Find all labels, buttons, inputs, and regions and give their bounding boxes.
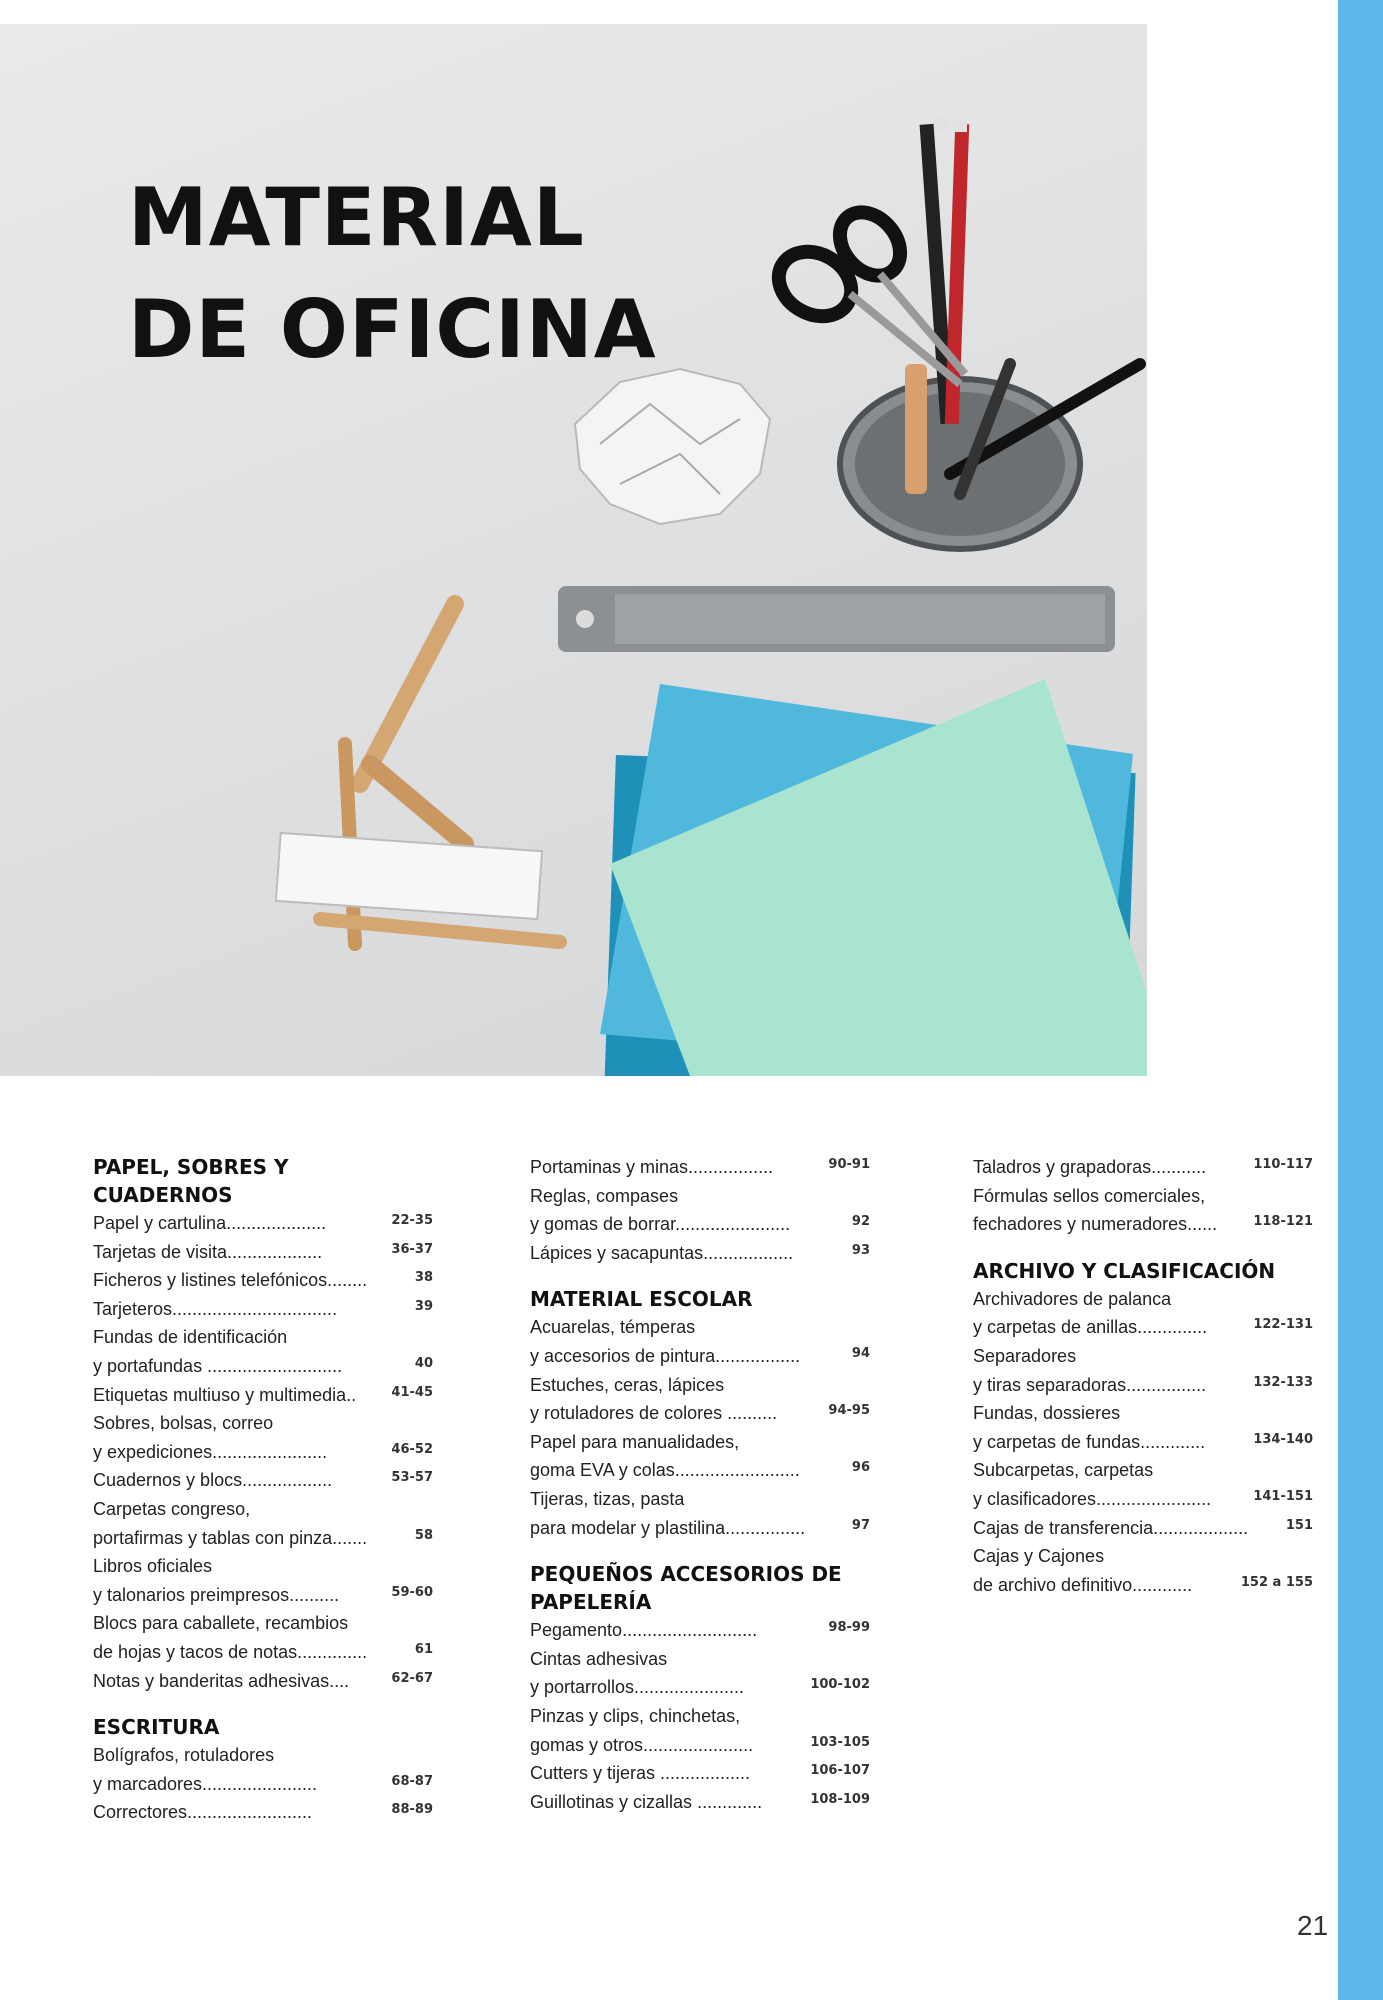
entry-label: y expediciones....................... <box>93 1441 328 1462</box>
entry-page-range: 90-91 <box>828 1157 870 1172</box>
toc-entry[interactable] <box>973 1428 1313 1457</box>
side-color-band <box>1338 0 1383 2000</box>
toc-entry[interactable] <box>93 1323 433 1352</box>
entry-label: Cajas y Cajones <box>973 1546 1105 1567</box>
toc-section <box>530 1285 870 1542</box>
entry-page-range: 132-133 <box>1253 1374 1313 1390</box>
toc-entry[interactable] <box>530 1182 870 1211</box>
toc-entry[interactable] <box>973 1182 1313 1211</box>
entry-label: Portaminas y minas................. <box>530 1157 774 1177</box>
section-title: ARCHIVO Y CLASIFICACIÓN <box>973 1258 1276 1283</box>
entry-page-range: 93 <box>851 1242 870 1258</box>
entry-page-range: 68-87 <box>391 1773 433 1789</box>
entry-label: Carpetas congreso, <box>93 1498 251 1519</box>
entry-label: Bolígrafos, rotuladores <box>93 1745 275 1766</box>
toc-entry[interactable] <box>93 1266 433 1295</box>
entry-page-range: 134-140 <box>1253 1431 1313 1447</box>
section-title: PAPEL, SOBRES Y CUADERNOS <box>93 1155 289 1207</box>
toc-entry[interactable] <box>973 1399 1313 1428</box>
entry-page-range: 94 <box>851 1345 870 1361</box>
entry-page-range: 98-99 <box>828 1620 870 1636</box>
entry-page-range: 39 <box>414 1298 433 1314</box>
toc-entry[interactable] <box>93 1667 433 1696</box>
entry-page-range: 141-151 <box>1253 1488 1313 1504</box>
entry-page-range: 103-105 <box>810 1734 870 1750</box>
entry-label: para modelar y plastilina................ <box>530 1517 806 1538</box>
toc-entry[interactable] <box>93 1552 433 1581</box>
toc-entry[interactable] <box>530 1485 870 1514</box>
entry-page-range: 118-121 <box>1253 1214 1313 1230</box>
entry-page-range: 106-107 <box>810 1763 870 1779</box>
entry-label: Fundas, dossieres <box>973 1403 1121 1424</box>
entry-label: Tarjeteros................................. <box>93 1298 338 1319</box>
pen-holder <box>840 116 1140 549</box>
entry-label: Fundas de identificación <box>93 1327 288 1348</box>
toc-entry[interactable] <box>93 1409 433 1438</box>
toc-entry[interactable] <box>530 1759 870 1788</box>
toc-entry[interactable] <box>93 1495 433 1524</box>
entry-label: Tarjetas de visita................... <box>93 1241 323 1262</box>
toc-entry[interactable] <box>530 1371 870 1400</box>
entry-page-range: 38 <box>414 1270 433 1286</box>
toc-entry[interactable] <box>973 1485 1313 1514</box>
page-number: 21 <box>1297 1910 1329 1941</box>
toc-entry[interactable] <box>93 1238 433 1267</box>
entry-label: gomas y otros...................... <box>530 1734 754 1755</box>
page-title <box>128 162 657 386</box>
toc-entry[interactable] <box>973 1285 1313 1314</box>
entry-label: Archivadores de palanca <box>973 1288 1172 1309</box>
entry-label: Tijeras, tizas, pasta <box>530 1488 685 1509</box>
entry-label: y portafundas ........................... <box>93 1355 343 1376</box>
entry-label: de hojas y tacos de notas.............. <box>93 1641 368 1662</box>
entry-page-range: 61 <box>414 1641 433 1657</box>
entry-label: y accesorios de pintura................. <box>530 1345 801 1366</box>
toc-column-1 <box>93 1153 433 1845</box>
entry-page-range: 62-67 <box>391 1670 433 1686</box>
entry-label: Estuches, ceras, lápices <box>530 1374 725 1395</box>
toc-entry[interactable] <box>530 1514 870 1543</box>
entry-page-range: 110-117 <box>1253 1157 1313 1172</box>
section-title: ESCRITURA <box>93 1715 220 1740</box>
entry-label: Pinzas y clips, chinchetas, <box>530 1705 741 1726</box>
entry-page-range: 92 <box>851 1214 870 1230</box>
toc-section <box>973 1153 1313 1239</box>
toc-entry[interactable] <box>93 1581 433 1610</box>
entry-label: goma EVA y colas......................... <box>530 1460 800 1481</box>
toc-entry[interactable] <box>530 1153 870 1182</box>
toc-section <box>973 1257 1313 1600</box>
entry-label: Fórmulas sellos comerciales, <box>973 1185 1206 1206</box>
toc-entry[interactable] <box>93 1381 433 1410</box>
toc-section <box>93 1153 433 1695</box>
entry-page-range: 58 <box>414 1527 433 1543</box>
toc-section <box>93 1713 433 1827</box>
entry-page-range: 36-37 <box>391 1241 433 1257</box>
toc-entry[interactable] <box>93 1352 433 1381</box>
entry-label: de archivo definitivo............ <box>973 1574 1193 1595</box>
toc-entry[interactable] <box>973 1371 1313 1400</box>
section-title: PEQUEÑOS ACCESORIOS DE PAPELERÍA <box>530 1562 842 1615</box>
entry-label: Etiquetas multiuso y multimedia.. <box>93 1384 357 1405</box>
entry-label: Papel para manualidades, <box>530 1431 740 1452</box>
toc-column-3 <box>973 1153 1313 1617</box>
entry-page-range: 59-60 <box>391 1584 433 1600</box>
title-line-2: DE OFICINA <box>128 283 657 376</box>
toc-entry[interactable] <box>973 1313 1313 1342</box>
toc-entry[interactable] <box>973 1210 1313 1239</box>
entry-label: Libros oficiales <box>93 1556 213 1577</box>
toc-section <box>530 1153 870 1267</box>
toc-entry[interactable] <box>973 1153 1313 1182</box>
section-title: MATERIAL ESCOLAR <box>530 1287 753 1312</box>
entry-label: y talonarios preimpresos.......... <box>93 1584 340 1605</box>
entry-label: y marcadores....................... <box>93 1773 318 1794</box>
toc-entry[interactable] <box>973 1542 1313 1571</box>
entry-label: Cajas de transferencia................... <box>973 1517 1249 1538</box>
entry-label: Blocs para caballete, recambios <box>93 1613 349 1634</box>
entry-page-range: 100-102 <box>810 1677 870 1693</box>
title-line-1: MATERIAL <box>128 171 585 264</box>
entry-label: y tiras separadoras................ <box>973 1374 1207 1395</box>
entry-page-range: 22-35 <box>391 1213 433 1228</box>
toc-entry[interactable] <box>530 1616 870 1645</box>
entry-page-range: 152 a 155 <box>1240 1574 1313 1590</box>
toc-entry[interactable] <box>93 1524 433 1553</box>
entry-label: Pegamento........................... <box>530 1620 758 1641</box>
entry-label: fechadores y numeradores...... <box>973 1214 1218 1235</box>
entry-label: y clasificadores....................... <box>973 1488 1212 1509</box>
entry-label: Ficheros y listines telefónicos........ <box>93 1270 368 1291</box>
toc-entry[interactable] <box>93 1798 433 1827</box>
entry-label: y carpetas de fundas............. <box>973 1431 1206 1452</box>
toc-entry[interactable] <box>93 1609 433 1638</box>
toc-entry[interactable] <box>93 1741 433 1770</box>
entry-label: Notas y banderitas adhesivas.... <box>93 1670 350 1691</box>
entry-label: Correctores......................... <box>93 1802 313 1823</box>
toc-entry[interactable] <box>530 1399 870 1428</box>
entry-label: y rotuladores de colores .......... <box>530 1403 778 1424</box>
toc-entry[interactable] <box>530 1428 870 1457</box>
entry-label: Separadores <box>973 1345 1077 1366</box>
entry-page-range: 122-131 <box>1253 1317 1313 1333</box>
toc-section <box>530 1560 870 1816</box>
entry-label: Subcarpetas, carpetas <box>973 1460 1154 1481</box>
entry-label: Taladros y grapadoras........... <box>973 1157 1207 1177</box>
toc-entry[interactable] <box>530 1313 870 1342</box>
toc-entry[interactable] <box>530 1239 870 1268</box>
entry-page-range: 108-109 <box>810 1791 870 1807</box>
toc-entry[interactable] <box>530 1702 870 1731</box>
toc-entry[interactable] <box>530 1210 870 1239</box>
toc-entry[interactable] <box>93 1638 433 1667</box>
entry-page-range: 151 <box>1285 1517 1313 1533</box>
toc-entry[interactable] <box>530 1731 870 1760</box>
entry-label: Acuarelas, témperas <box>530 1317 696 1338</box>
entry-page-range: 53-57 <box>391 1470 433 1486</box>
entry-label: y portarrollos...................... <box>530 1677 745 1698</box>
entry-page-range: 96 <box>851 1460 870 1476</box>
entry-label: Cuadernos y blocs.................. <box>93 1470 333 1491</box>
colored-paper-stack <box>600 679 1147 1076</box>
toc-entry[interactable] <box>93 1209 433 1238</box>
crumpled-paper <box>575 369 770 524</box>
toc-entry[interactable] <box>530 1456 870 1485</box>
entry-label: Cutters y tijeras .................. <box>530 1763 751 1784</box>
toc-entry[interactable] <box>530 1673 870 1702</box>
toc-entry[interactable] <box>93 1770 433 1799</box>
entry-page-range: 41-45 <box>391 1384 433 1400</box>
entry-label: Guillotinas y cizallas ............. <box>530 1791 763 1812</box>
entry-page-range: 46-52 <box>391 1441 433 1457</box>
entry-label: y gomas de borrar....................... <box>530 1214 791 1235</box>
toc-entry[interactable] <box>973 1456 1313 1485</box>
toc-entry[interactable] <box>530 1645 870 1674</box>
toc-entry[interactable] <box>93 1438 433 1467</box>
entry-label: Cintas adhesivas <box>530 1648 668 1669</box>
entry-label: portafirmas y tablas con pinza....... <box>93 1527 368 1548</box>
toc-entry[interactable] <box>973 1342 1313 1371</box>
entry-page-range: 40 <box>414 1355 433 1371</box>
toc-entry[interactable] <box>973 1514 1313 1543</box>
entry-page-range: 97 <box>851 1517 870 1533</box>
toc-entry[interactable] <box>93 1295 433 1324</box>
entry-label: Sobres, bolsas, correo <box>93 1413 274 1434</box>
entry-label: Reglas, compases <box>530 1185 679 1206</box>
toc-entry[interactable] <box>93 1466 433 1495</box>
entry-label: Papel y cartulina.................... <box>93 1213 327 1233</box>
toc-entry[interactable] <box>973 1571 1313 1600</box>
entry-page-range: 94-95 <box>828 1403 870 1419</box>
entry-label: y carpetas de anillas.............. <box>973 1317 1208 1338</box>
wooden-easel <box>276 604 560 944</box>
entry-page-range: 88-89 <box>391 1802 433 1818</box>
hero-photo <box>0 24 1147 1076</box>
toc-entry[interactable] <box>530 1788 870 1817</box>
entry-label: Lápices y sacapuntas.................. <box>530 1242 794 1263</box>
ruler <box>558 586 1115 652</box>
toc-column-2 <box>530 1153 870 1834</box>
toc-entry[interactable] <box>530 1342 870 1371</box>
